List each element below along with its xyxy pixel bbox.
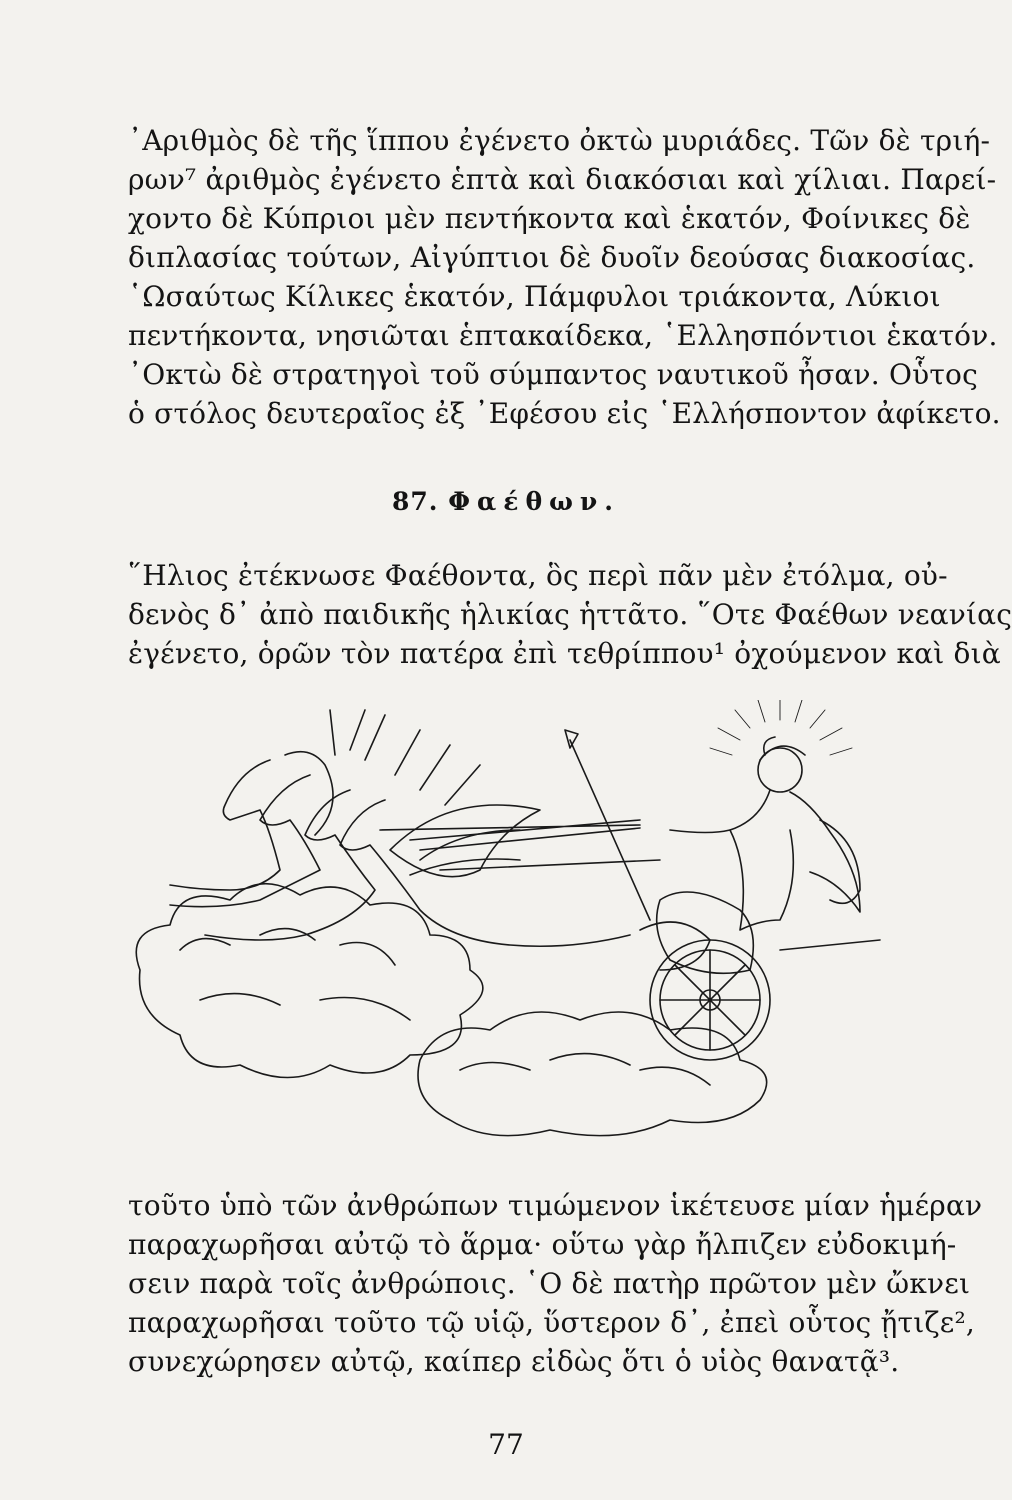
text-line: σειν παρὰ τοῖς ἀνθρώποις. ῾Ο δὲ πατὴρ πρῶτον μὲν ὤκνει: [128, 1267, 971, 1300]
text-line: ἐγένετο, ὁρῶν τὸν πατέρα ἐπὶ τεθρίππου¹ ὀχούμενον καὶ διὰ: [128, 637, 1001, 670]
text-line: ὁ στόλος δευτεραῖος ἐξ ᾿Εφέσου εἰς ῾Ελλήσποντον ἀφίκετο.: [128, 397, 1001, 430]
paragraph-3: [128, 1186, 983, 1381]
text-line: πεντήκοντα, νησιῶται ἑπτακαίδεκα, ῾Ελλησπόντιοι ἑκατόν.: [128, 319, 998, 352]
section-heading: [0, 487, 1012, 516]
chariot-illustration-icon: [120, 700, 920, 1190]
text-line: ᾿Αριθμὸς δὲ τῆς ἵππου ἐγένετο ὀκτὼ μυριάδες. Τῶν δὲ τριή-: [128, 124, 991, 157]
text-line: ῾Ωσαύτως Κίλικες ἑκατόν, Πάμφυλοι τριάκοντα, Λύκιοι: [128, 280, 941, 313]
reins-icon: [380, 820, 660, 870]
text-line: ᾿Οκτὼ δὲ στρατηγοὶ τοῦ σύμπαντος ναυτικοῦ ἦσαν. Οὗτος: [128, 358, 978, 391]
section-number: 87.: [392, 487, 439, 516]
text-line: χοντο δὲ Κύπριοι μὲν πεντήκοντα καὶ ἑκατόν, Φοίνικες δὲ: [128, 202, 971, 235]
phaethon-figure-icon: [670, 700, 860, 930]
text-line: ρων⁷ ἀριθμὸς ἐγένετο ἑπτὰ καὶ διακόσιαι καὶ χίλιαι. Παρεί-: [128, 163, 997, 196]
staff-tip-icon: [565, 730, 578, 748]
text-line: παραχωρῆσαι τοῦτο τῷ υἱῷ, ὕστερον δ᾿, ἐπεὶ οὗτος ᾔτιζε²,: [128, 1306, 975, 1339]
text-line: ῞Ηλιος ἐτέκνωσε Φαέθοντα, ὃς περὶ πᾶν μὲν ἐτόλμα, οὐ-: [128, 559, 948, 592]
paragraph-1: [128, 121, 1001, 433]
staff-icon: [570, 740, 650, 920]
section-title: Φαέθων.: [448, 487, 620, 516]
page-number: 77: [488, 1428, 524, 1461]
text-line: τοῦτο ὑπὸ τῶν ἀνθρώπων τιμώμενον ἱκέτευσε μίαν ἡμέραν: [128, 1189, 983, 1222]
text-line: διπλασίας τούτων, Αἰγύπτιοι δὲ δυοῖν δεούσας διακοσίας.: [128, 241, 976, 274]
chariot-icon: [640, 892, 880, 1060]
text-line: παραχωρῆσαι αὐτῷ τὸ ἅρμα· οὕτω γὰρ ἤλπιζεν εὐδοκιμή-: [128, 1228, 957, 1261]
paragraph-2: [128, 556, 1012, 673]
horse-icon: [170, 710, 630, 946]
text-line: συνεχώρησεν αὐτῷ, καίπερ εἰδὼς ὅτι ὁ υἱὸς θανατᾷ³.: [128, 1345, 900, 1378]
text-line: δενὸς δ᾿ ἀπὸ παιδικῆς ἡλικίας ἡττᾶτο. ῞Οτε Φαέθων νεανίας: [128, 598, 1012, 631]
